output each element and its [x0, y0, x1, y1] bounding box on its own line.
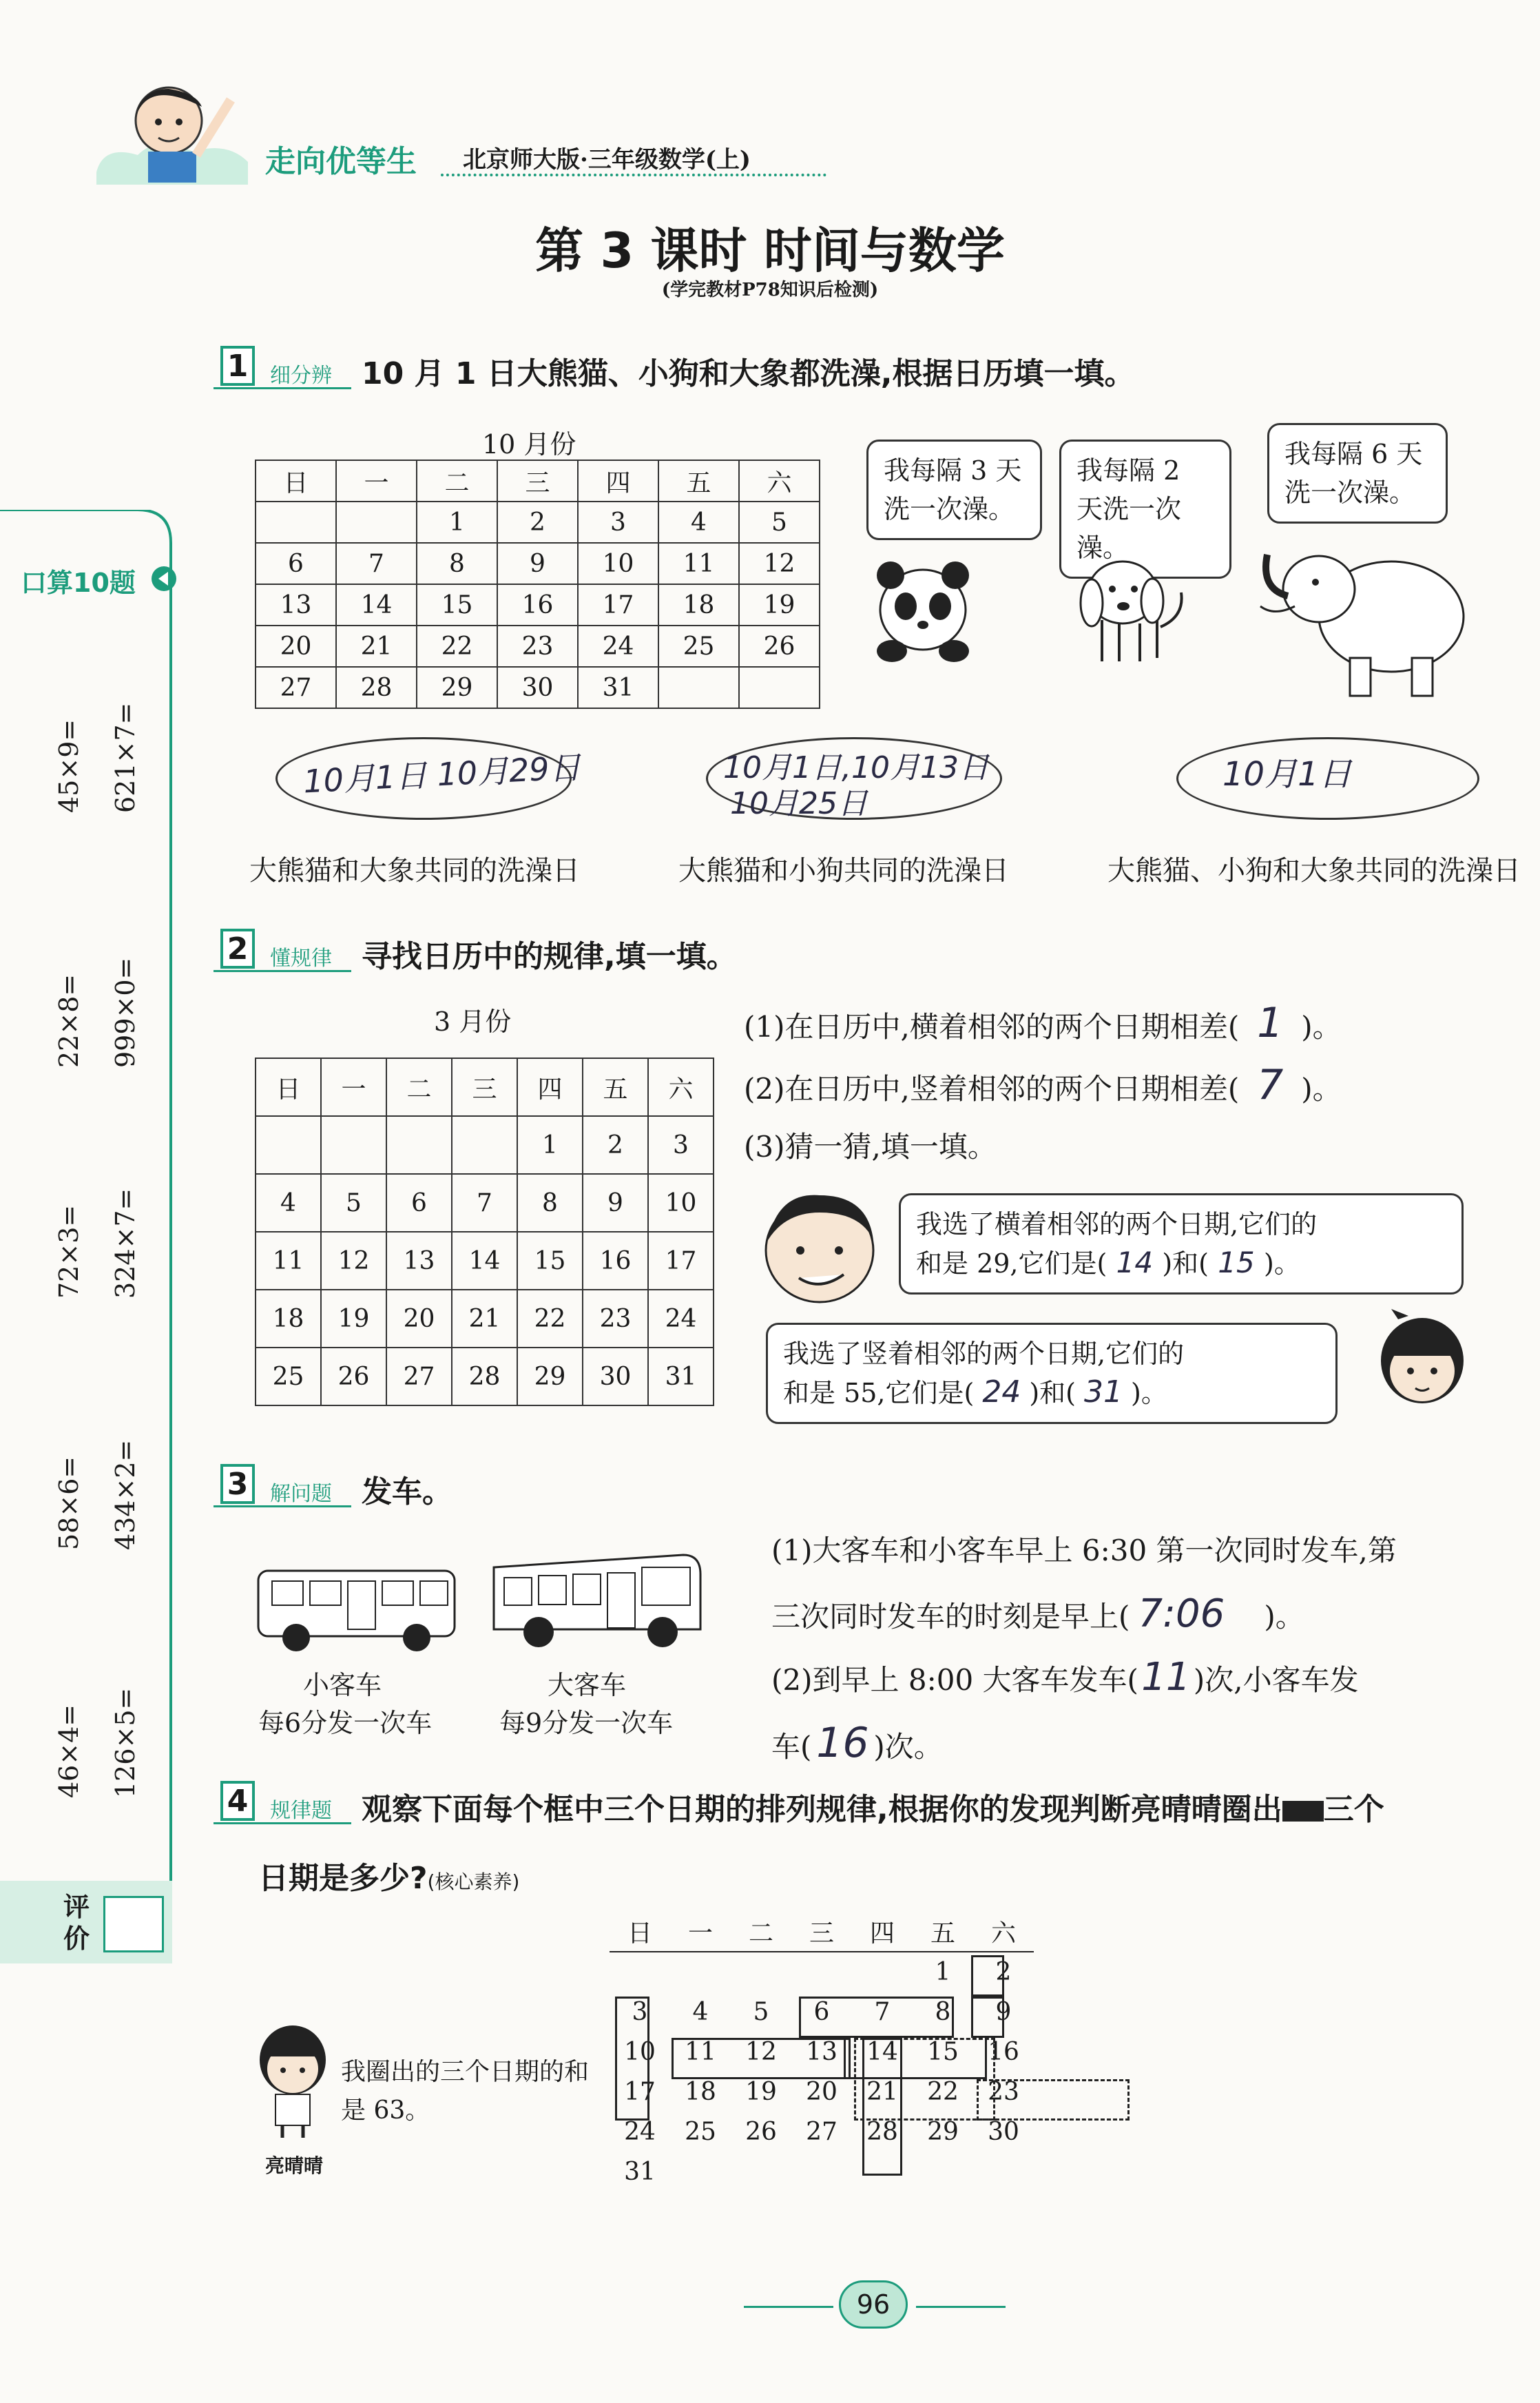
girl-speech-bubble — [766, 1323, 1338, 1424]
boy-face-icon — [758, 1185, 888, 1309]
girl-statement: 我圈出的三个日期的和是 63。 — [341, 2058, 590, 2125]
calendar-cell: 11 — [256, 1232, 321, 1290]
handwritten-answer: 10月25日 — [730, 786, 868, 821]
pattern-box — [971, 1997, 1004, 2038]
text-segment: )。 — [1131, 1378, 1167, 1408]
text-segment: )。 — [1264, 1248, 1300, 1279]
calendar-cell: 27 — [256, 667, 336, 708]
sub-question-2 — [744, 1061, 1342, 1109]
question-tag: 解问题 — [270, 1482, 332, 1506]
weekday-header: 四 — [578, 460, 658, 502]
calendar-title: 10 月份 — [482, 429, 576, 460]
handwritten-answer: 10月1日,10月13日 — [723, 750, 989, 785]
calendar-cell: 5 — [753, 1997, 769, 2026]
calendar-cell — [452, 1116, 517, 1174]
calendar-cell: 20 — [256, 626, 336, 667]
question-tag: 懂规律 — [270, 947, 332, 971]
calendar-row — [256, 543, 820, 584]
book-title: 北京师大版·三年级数学(上) — [463, 146, 751, 174]
calendar-row — [256, 1116, 714, 1174]
calendar-cell — [791, 1952, 852, 1992]
calendar-cell: 28 — [452, 1348, 517, 1405]
weekday-header: 四 — [852, 1912, 913, 1952]
calendar-row — [256, 502, 820, 543]
calendar-cell: 11 — [685, 2037, 716, 2066]
text-segment: 车( — [771, 1730, 812, 1764]
weekday-header: 一 — [336, 460, 417, 502]
calendar-cell: 29 — [517, 1348, 583, 1405]
calendar-cell: 30 — [988, 2117, 1019, 2146]
oral-item: 999×0= — [110, 957, 141, 1068]
calendar-cell: 12 — [321, 1232, 386, 1290]
question-tag: 细分辨 — [270, 364, 332, 388]
oral-math-sidebar — [0, 510, 176, 1888]
calendar-row — [256, 626, 820, 667]
calendar-cell: 4 — [256, 1174, 321, 1232]
weekday-header: 五 — [913, 1912, 973, 1952]
text-segment: )次,小客车发 — [1193, 1663, 1359, 1697]
girl-face-icon — [1371, 1302, 1474, 1426]
calendar-cell: 22 — [417, 626, 497, 667]
calendar-cell: 5 — [739, 502, 820, 543]
liang-qingqing-icon — [251, 2022, 334, 2139]
text-segment: 日期是多少? — [258, 1861, 428, 1896]
handwritten-answer: 10月1日 — [1222, 755, 1352, 794]
small-bus-icon — [255, 1560, 461, 1657]
calendar-cell: 20 — [386, 1290, 452, 1348]
calendar-cell — [973, 2152, 1034, 2191]
text-segment: )和( — [1162, 1248, 1209, 1279]
calendar-cell: 13 — [386, 1232, 452, 1290]
calendar-cell: 1 — [517, 1116, 583, 1174]
calendar-cell: 17 — [578, 584, 658, 626]
handwritten-answer[interactable]: 1 — [1257, 999, 1284, 1047]
calendar-cell — [731, 2152, 791, 2191]
oral-item: 434×2= — [110, 1439, 141, 1550]
tag-underline — [214, 1505, 351, 1507]
calendar-cell: 25 — [685, 2117, 716, 2146]
pattern-box — [977, 2079, 1130, 2121]
calendar-row — [256, 1232, 714, 1290]
weekday-header: 六 — [973, 1912, 1034, 1952]
calendar-cell: 24 — [648, 1290, 714, 1348]
calendar-cell: 16 — [583, 1232, 648, 1290]
dog-icon — [1071, 551, 1195, 668]
boy-mascot-icon — [121, 79, 238, 183]
calendar-cell: 10 — [624, 2037, 656, 2066]
handwritten-answer[interactable]: 16 — [816, 1719, 869, 1767]
handwritten-answer: 10月1日 10月29日 — [302, 748, 582, 801]
calendar-cell: 4 — [658, 502, 739, 543]
q3-part1-line2 — [771, 1591, 1304, 1636]
dog-speech-bubble: 我每隔 2 天洗一次澡。 — [1059, 440, 1231, 579]
calendar-cell: 12 — [739, 543, 820, 584]
calendar-cell: 31 — [624, 2157, 656, 2186]
calendar-cell: 6 — [386, 1174, 452, 1232]
calendar-row — [256, 667, 820, 708]
calendar-cell: 7 — [874, 1997, 891, 2026]
calendar-cell: 8 — [517, 1174, 583, 1232]
calendar-cell: 14 — [452, 1232, 517, 1290]
calendar-cell: 19 — [745, 2077, 777, 2106]
calendar-cell: 24 — [624, 2117, 656, 2146]
weekday-header: 三 — [497, 460, 578, 502]
calendar-cell: 15 — [417, 584, 497, 626]
calendar-header-row — [256, 1058, 714, 1116]
calendar-cell: 22 — [517, 1290, 583, 1348]
text-segment: (2)在日历中,竖着相邻的两个日期相差( — [744, 1072, 1240, 1106]
small-bus-frequency: 每6分发一次车 — [258, 1708, 433, 1738]
tag-underline — [214, 387, 351, 389]
pattern-box — [799, 1997, 954, 2038]
calendar-cell: 27 — [386, 1348, 452, 1405]
calendar-cell: 2 — [995, 1958, 1012, 1986]
weekday-header: 六 — [739, 460, 820, 502]
bubble-line — [783, 1373, 1320, 1412]
weekday-header: 二 — [731, 1912, 791, 1952]
oral-math-title: 口算10题 — [21, 568, 136, 598]
handwritten-answer[interactable]: 24 — [982, 1374, 1021, 1410]
weekday-header: 日 — [256, 1058, 321, 1116]
calendar-cell — [670, 2152, 731, 2191]
evaluation-score-box[interactable] — [103, 1896, 164, 1952]
oral-item: 126×5= — [110, 1687, 141, 1798]
calendar-cell: 16 — [988, 2037, 1019, 2066]
calendar-cell: 21 — [866, 2077, 898, 2106]
oral-item: 46×4= — [54, 1704, 84, 1798]
weekday-header: 三 — [791, 1912, 852, 1952]
calendar-cell: 24 — [578, 626, 658, 667]
calendar-cell: 9 — [583, 1174, 648, 1232]
bubble-line: 我选了竖着相邻的两个日期,它们的 — [783, 1339, 1185, 1369]
pattern-box — [672, 2038, 851, 2079]
calendar-cell — [336, 502, 417, 543]
big-bus-label: 大客车 — [548, 1670, 627, 1700]
calendar-cell — [852, 1952, 913, 1992]
calendar-cell: 1 — [417, 502, 497, 543]
calendar-cell: 25 — [658, 626, 739, 667]
girl-name-label: 亮晴晴 — [265, 2154, 324, 2177]
calendar-cell: 30 — [497, 667, 578, 708]
calendar-cell: 21 — [336, 626, 417, 667]
handwritten-answer[interactable]: 14 — [1116, 1246, 1154, 1279]
text-segment: 观察下面每个框中三个日期的排列规律,根据你的发现判断亮晴晴圈出 — [362, 1792, 1282, 1827]
calendar-cell: 15 — [517, 1232, 583, 1290]
calendar-row — [256, 1348, 714, 1405]
oral-item: 22×8= — [54, 973, 84, 1068]
text-segment: 和是 29,它们是( — [916, 1248, 1107, 1279]
boy-speech-bubble — [899, 1193, 1464, 1295]
calendar-cell: 10 — [648, 1174, 714, 1232]
handwritten-answer[interactable]: 31 — [1084, 1374, 1123, 1410]
october-calendar — [255, 460, 820, 709]
evaluation-label: 评价 — [63, 1892, 90, 1954]
calendar-cell: 13 — [806, 2037, 837, 2066]
ellipse-label: 大熊猫和小狗共同的洗澡日 — [678, 855, 1009, 887]
ellipse-label: 大熊猫、小狗和大象共同的洗澡日 — [1107, 855, 1521, 887]
calendar-cell: 9 — [995, 1997, 1012, 2026]
calendar-cell: 3 — [632, 1997, 648, 2026]
calendar-cell: 22 — [927, 2077, 959, 2106]
sub-question-3: (3)猜一猜,填一填。 — [744, 1130, 997, 1164]
question-text — [362, 1784, 1384, 1828]
text-segment: )和( — [1029, 1378, 1076, 1408]
calendar-cell: 14 — [336, 584, 417, 626]
calendar-cell: 10 — [578, 543, 658, 584]
calendar-cell: 11 — [658, 543, 739, 584]
question-number: 3 — [220, 1464, 255, 1504]
calendar-cell — [256, 1116, 321, 1174]
question-number: 4 — [220, 1781, 255, 1821]
weekday-header: 一 — [670, 1912, 731, 1952]
calendar-cell: 2 — [497, 502, 578, 543]
small-bus-label: 小客车 — [303, 1670, 382, 1700]
weekday-header: 六 — [648, 1058, 714, 1116]
page-title: 第 3 课时 时间与数学 — [535, 223, 1005, 279]
page-number: 96 — [839, 2280, 908, 2329]
weekday-header: 三 — [452, 1058, 517, 1116]
calendar-row — [610, 1952, 1034, 1992]
calendar-cell: 29 — [927, 2117, 959, 2146]
calendar-cell: 17 — [648, 1232, 714, 1290]
calendar-row — [610, 2152, 1034, 2191]
bubble-line: 我选了横着相邻的两个日期,它们的 — [916, 1209, 1318, 1239]
oral-item: 45×9= — [54, 719, 84, 813]
calendar-cell — [386, 1116, 452, 1174]
text-segment: (2)到早上 8:00 大客车发车( — [771, 1663, 1138, 1697]
calendar-title: 3 月份 — [434, 1007, 512, 1037]
text-segment: 三次同时发车的时刻是早上( — [771, 1600, 1130, 1633]
panda-icon — [864, 548, 981, 665]
calendar-cell: 31 — [648, 1348, 714, 1405]
oral-item: 58×6= — [54, 1456, 84, 1550]
footer-line-left — [744, 2306, 833, 2308]
calendar-header-row — [610, 1912, 1034, 1952]
calendar-cell: 25 — [256, 1348, 321, 1405]
calendar-cell: 18 — [685, 2077, 716, 2106]
pattern-box — [615, 1997, 649, 2121]
calendar-cell: 17 — [624, 2077, 656, 2106]
calendar-cell — [670, 1952, 731, 1992]
q3-part1-line1: (1)大客车和小客车早上 6:30 第一次同时发车,第 — [771, 1534, 1397, 1567]
question-tag: 规律题 — [270, 1799, 332, 1823]
handwritten-answer[interactable]: 7 — [1257, 1061, 1284, 1109]
question-number: 2 — [220, 929, 255, 969]
question-text: 寻找日历中的规律,填一填。 — [362, 939, 737, 974]
march-calendar — [255, 1058, 714, 1406]
calendar-cell: 26 — [321, 1348, 386, 1405]
calendar-cell: 30 — [583, 1348, 648, 1405]
calendar-cell: 1 — [935, 1958, 951, 1986]
brand-name: 走向优等生 — [265, 144, 417, 179]
calendar-header-row — [256, 460, 820, 502]
weekday-header: 二 — [386, 1058, 452, 1116]
calendar-cell: 6 — [256, 543, 336, 584]
pattern-box — [971, 1955, 1004, 1997]
calendar-cell: 8 — [935, 1997, 951, 2026]
header-divider — [441, 174, 826, 176]
big-bus-frequency: 每9分发一次车 — [499, 1708, 674, 1738]
q3-part2-line2 — [771, 1719, 943, 1767]
arrow-left-icon — [150, 565, 178, 592]
page-subtitle: (学完教材P78知识后检测) — [661, 280, 879, 300]
calendar-cell: 26 — [745, 2117, 777, 2146]
calendar-cell: 19 — [321, 1290, 386, 1348]
calendar-cell: 3 — [578, 502, 658, 543]
elephant-speech-bubble: 我每隔 6 天洗一次澡。 — [1267, 423, 1448, 524]
elephant-icon — [1253, 534, 1481, 699]
text-segment: )。 — [1301, 1072, 1342, 1106]
calendar-row — [256, 1290, 714, 1348]
weekday-header: 二 — [417, 460, 497, 502]
calendar-cell: 27 — [806, 2117, 837, 2146]
text-segment: (1)在日历中,横着相邻的两个日期相差( — [744, 1010, 1240, 1044]
question-number: 1 — [220, 346, 255, 386]
calendar-cell: 18 — [256, 1290, 321, 1348]
q3-part2-line1 — [771, 1655, 1359, 1700]
panda-speech-bubble: 我每隔 3 天洗一次澡。 — [866, 440, 1042, 540]
calendar-row — [256, 1174, 714, 1232]
sub-question-1 — [744, 999, 1342, 1047]
calendar-cell: 7 — [336, 543, 417, 584]
calendar-cell — [731, 1952, 791, 1992]
handwritten-answer[interactable]: 7:06 — [1138, 1591, 1225, 1636]
big-bus-icon — [490, 1547, 711, 1657]
handwritten-answer[interactable]: 11 — [1141, 1655, 1191, 1700]
calendar-cell: 8 — [417, 543, 497, 584]
text-segment: 三个 — [1323, 1792, 1384, 1827]
calendar-cell: 23 — [583, 1290, 648, 1348]
oral-item: 324×7= — [110, 1188, 141, 1299]
question-text: 发车。 — [362, 1474, 452, 1509]
calendar-cell: 2 — [583, 1116, 648, 1174]
oral-item: 72×3= — [54, 1204, 84, 1299]
calendar-cell: 23 — [988, 2077, 1019, 2106]
calendar-cell: 18 — [658, 584, 739, 626]
redacted-mark — [1282, 1801, 1324, 1822]
calendar-cell: 19 — [739, 584, 820, 626]
calendar-cell: 3 — [648, 1116, 714, 1174]
ellipse-label: 大熊猫和大象共同的洗澡日 — [249, 855, 580, 887]
calendar-cell: 20 — [806, 2077, 837, 2106]
calendar-cell: 29 — [417, 667, 497, 708]
calendar-cell: 31 — [578, 667, 658, 708]
calendar-cell: 28 — [866, 2117, 898, 2146]
calendar-cell: 7 — [452, 1174, 517, 1232]
handwritten-answer[interactable]: 15 — [1218, 1246, 1255, 1279]
calendar-cell: 12 — [745, 2037, 777, 2066]
calendar-cell: 13 — [256, 584, 336, 626]
calendar-cell: 26 — [739, 626, 820, 667]
calendar-row — [256, 584, 820, 626]
calendar-cell — [658, 667, 739, 708]
calendar-cell: 28 — [336, 667, 417, 708]
text-segment: )次。 — [873, 1730, 943, 1764]
weekday-header: 日 — [610, 1912, 670, 1952]
tag-underline — [214, 1822, 351, 1824]
calendar-cell: 16 — [497, 584, 578, 626]
weekday-header: 四 — [517, 1058, 583, 1116]
calendar-cell — [791, 2152, 852, 2191]
calendar-cell: 4 — [692, 1997, 709, 2026]
weekday-header: 日 — [256, 460, 336, 502]
question-text-continued — [258, 1853, 519, 1897]
bubble-line — [916, 1244, 1446, 1283]
calendar-cell — [739, 667, 820, 708]
pattern-box — [862, 2038, 902, 2176]
weekday-header: 五 — [658, 460, 739, 502]
calendar-cell: 21 — [452, 1290, 517, 1348]
calendar-cell: 6 — [813, 1997, 830, 2026]
calendar-cell: 5 — [321, 1174, 386, 1232]
calendar-cell — [610, 1952, 670, 1992]
text-segment: 和是 55,它们是( — [783, 1378, 975, 1408]
calendar-cell: 9 — [497, 543, 578, 584]
oral-item: 621×7= — [110, 702, 141, 813]
calendar-cell: 14 — [866, 2037, 898, 2066]
weekday-header: 一 — [321, 1058, 386, 1116]
calendar-cell: 15 — [927, 2037, 959, 2066]
text-segment: )。 — [1264, 1600, 1304, 1633]
calendar-cell: 23 — [497, 626, 578, 667]
calendar-cell — [321, 1116, 386, 1174]
tag-underline — [214, 970, 351, 972]
calendar-cell — [913, 2152, 973, 2191]
text-segment: )。 — [1301, 1010, 1342, 1044]
question-text: 10 月 1 日大熊猫、小狗和大象都洗澡,根据日历填一填。 — [362, 356, 1135, 391]
footer-line-right — [916, 2306, 1006, 2308]
calendar-cell — [256, 502, 336, 543]
weekday-header: 五 — [583, 1058, 648, 1116]
core-literacy-tag: (核心素养) — [427, 1870, 520, 1893]
